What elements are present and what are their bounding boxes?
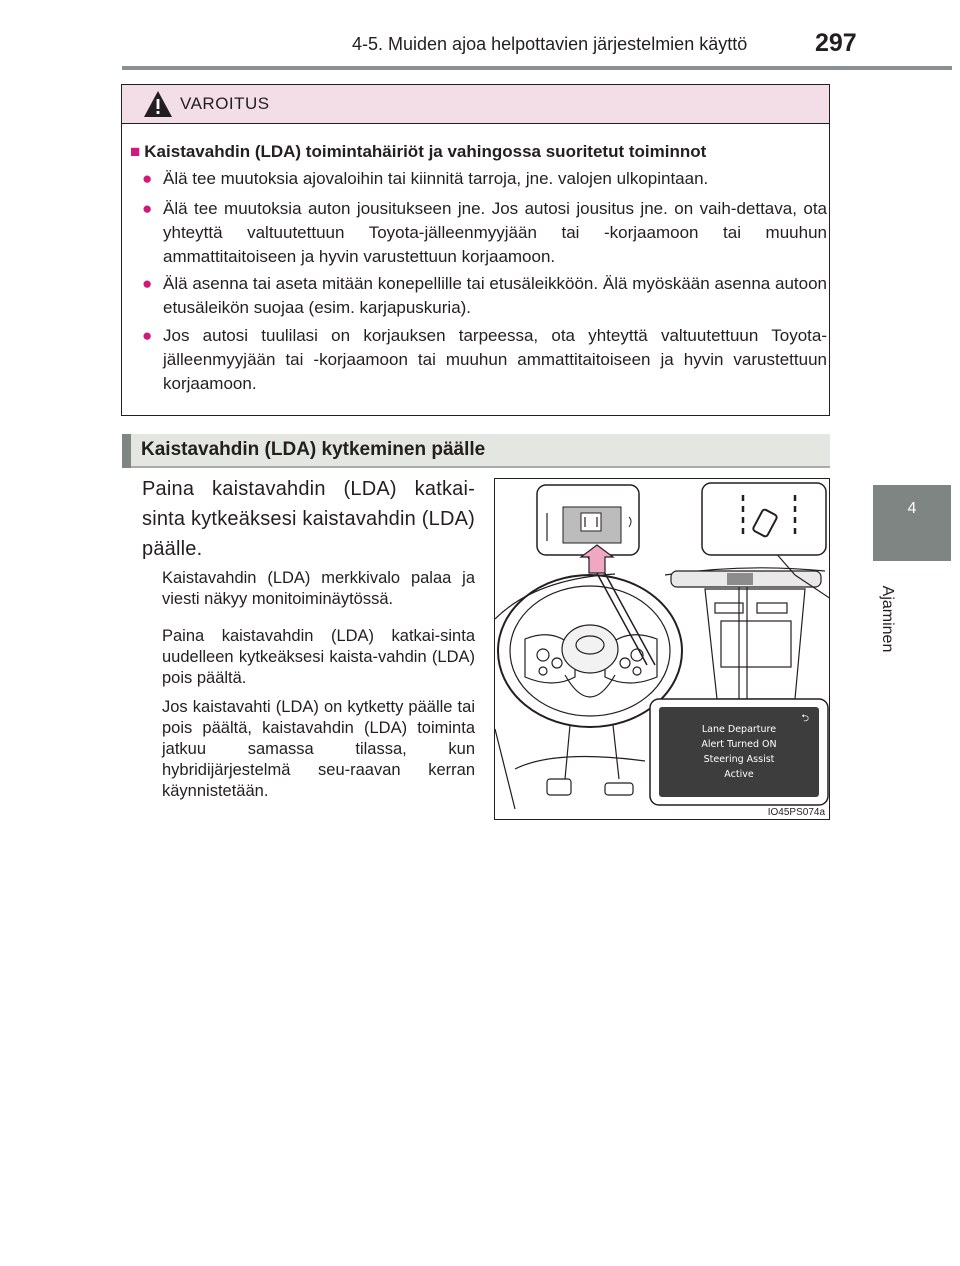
warning-subheading-text: Kaistavahdin (LDA) toimintahäiriöt ja vahingossa suoritetut toiminnot [144, 142, 707, 161]
note-paragraph: Paina kaistavahdin (LDA) katkai-sinta uudelleen kytkeäksesi kaista-vahdin (LDA) pois päältä. [162, 627, 475, 687]
warning-bullet-text: Älä tee muutoksia ajovaloihin tai kiinnitä tarroja, jne. valojen ulkopintaan. [163, 169, 709, 188]
warning-subheading [130, 142, 706, 162]
figure-code: IO45PS074a [767, 807, 825, 818]
section-heading-text: Kaistavahdin (LDA) kytkeminen päälle [141, 439, 486, 460]
bullet-dot-icon: ● [142, 199, 153, 218]
note-paragraph: Kaistavahdin (LDA) merkkivalo palaa ja viesti näkyy monitoiminäytössä. [162, 569, 475, 608]
note-paragraph: Jos kaistavahti (LDA) on kytketty päälle tai pois päältä, kaistavahdin (LDA) toiminta jatkuu samassa tilassa, kun hybridijärjestelmä seu-raavan kerran käynnistetään. [162, 698, 475, 800]
chapter-tab [873, 485, 951, 561]
square-bullet-icon: ■ [130, 142, 141, 161]
section-heading [122, 434, 830, 468]
bullet-dot-icon: ● [142, 326, 153, 345]
warning-header [122, 85, 829, 124]
dashboard-illustration [494, 478, 830, 820]
screen-line: Steering Assist [703, 754, 775, 765]
back-arrow-icon: ⮌ [801, 713, 809, 724]
warning-box [121, 84, 830, 416]
warning-bullet-text: Älä tee muutoksia auton jousitukseen jne. Jos autosi jousitus jne. on vaih-dettava, ota yhteyttä valtuutettuun Toyota-jälleenmyyjään tai -korjaamoon tai muuhun ammattitaitoiseen ja hyvin varustettuun korjaamoon. [163, 199, 827, 266]
warning-bullet-text: Älä asenna tai aseta mitään konepellille tai etusäleikköön. Älä myöskään asenna autoon etusäleikön suojaa (esim. karjapuskuria). [163, 274, 827, 317]
screen-line: Active [724, 769, 754, 780]
warning-bullet [142, 167, 827, 191]
chapter-label: Ajaminen [879, 585, 896, 653]
steering-wheel-drawing [495, 479, 830, 820]
running-header: 4-5. Muiden ajoa helpottavien järjestelmien käyttö [352, 34, 748, 54]
warning-bullet [142, 324, 827, 396]
header-rule [122, 66, 952, 70]
warning-label: VAROITUS [180, 94, 270, 113]
warning-triangle-icon [143, 90, 173, 118]
warning-bullet [142, 197, 827, 269]
warning-bullet [142, 272, 827, 320]
screen-line: Lane Departure [701, 724, 777, 735]
instruction-text: Paina kaistavahdin (LDA) katkai-sinta kytkeäksesi kaistavahdin (LDA) päälle. [142, 478, 475, 560]
section-bar [122, 434, 131, 468]
bullet-dot-icon: ● [142, 169, 153, 188]
page-number: 297 [815, 29, 857, 57]
bullet-dot-icon: ● [142, 274, 153, 293]
screen-line: Alert Turned ON [701, 739, 777, 750]
chapter-number: 4 [907, 500, 917, 517]
warning-bullet-text: Jos autosi tuulilasi on korjauksen tarpeessa, ota yhteyttä valtuutettuun Toyota-jälleenmyyjään tai -korjaamoon tai muuhun ammattitaitoiseen ja hyvin varustettuun korjaamoon. [163, 326, 827, 393]
